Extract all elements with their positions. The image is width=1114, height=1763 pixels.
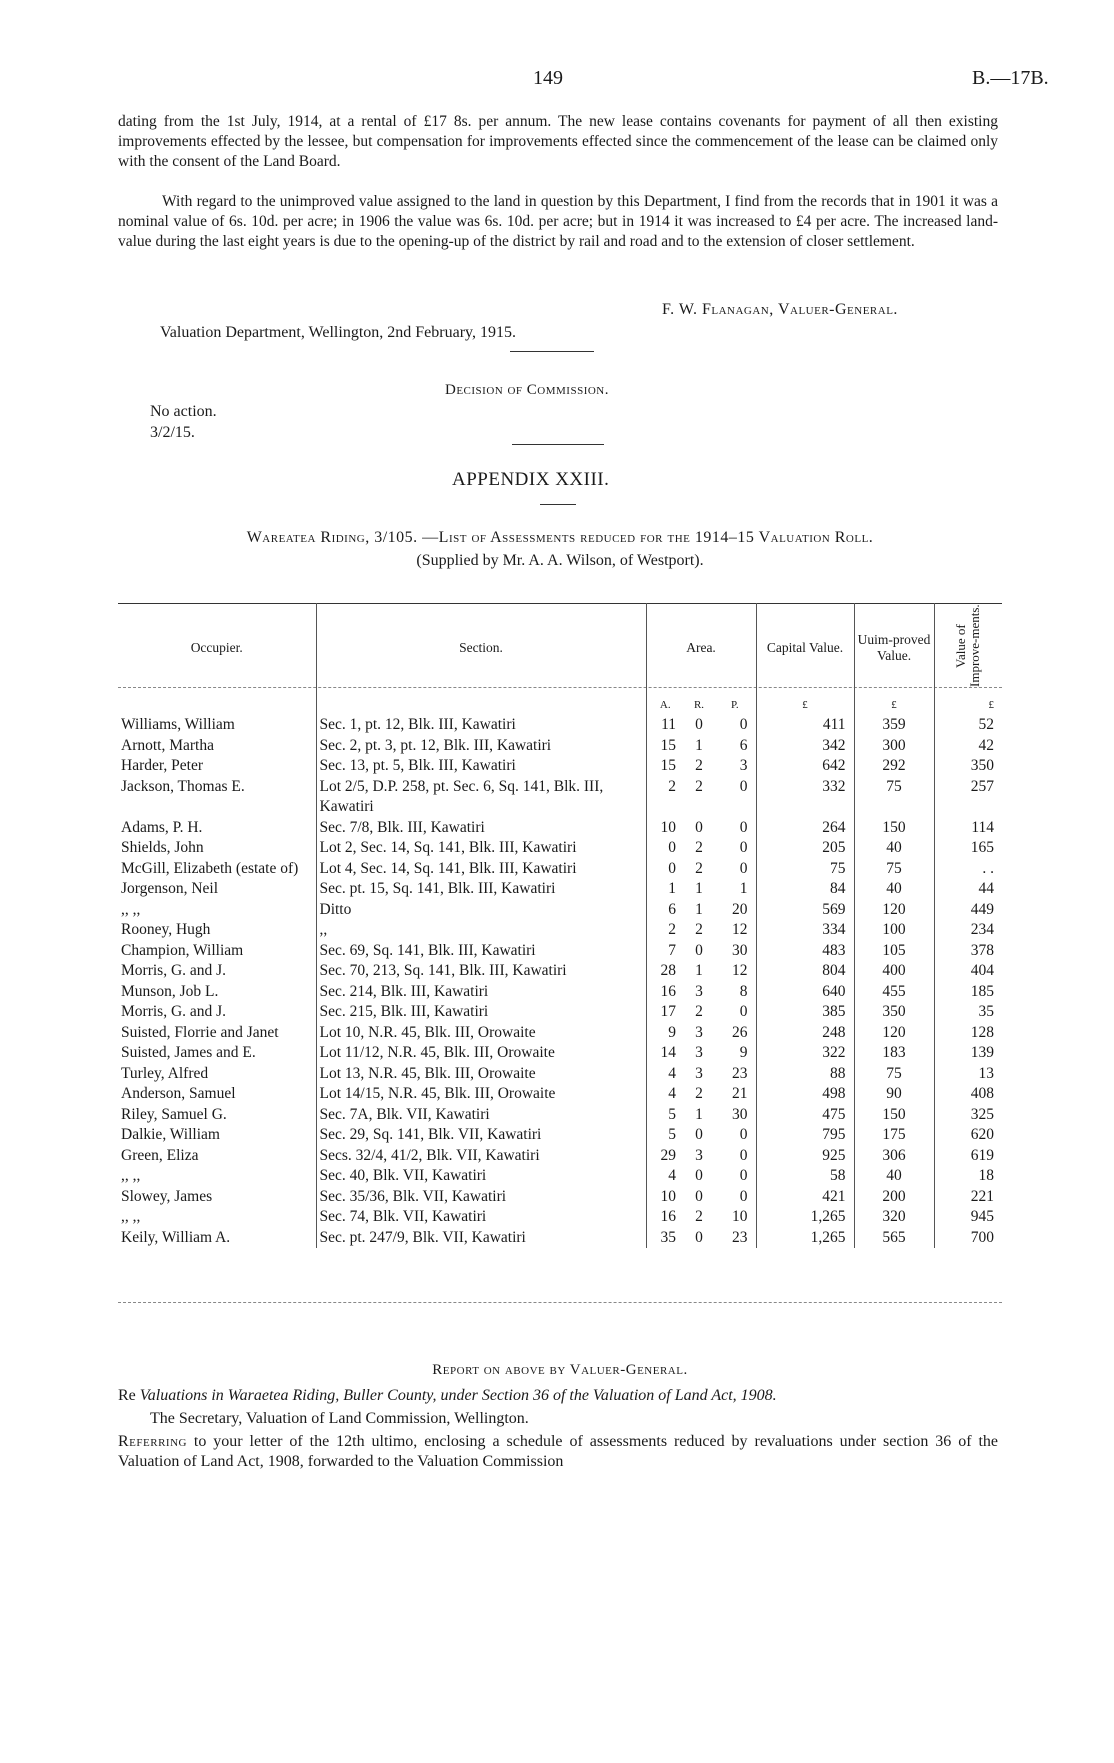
cell-section: Lot 2, Sec. 14, Sq. 141, Blk. III, Kawatiri: [316, 838, 646, 859]
cell-section: Sec. pt. 15, Sq. 141, Blk. III, Kawatiri: [316, 879, 646, 900]
cell-r: 2: [695, 859, 703, 877]
assessments-table: [118, 603, 1002, 1248]
cell-capital: 264: [756, 818, 854, 839]
cell-capital: 795: [756, 1125, 854, 1146]
cell-section: Lot 13, N.R. 45, Blk. III, Orowaite: [316, 1064, 646, 1085]
cell-capital: 58: [756, 1166, 854, 1187]
cell-unimproved: 292: [854, 756, 934, 777]
cell-p: 8: [739, 982, 748, 1000]
cell-section: Sec. 7/8, Blk. III, Kawatiri: [316, 818, 646, 839]
cell-section: Sec. 7A, Blk. VII, Kawatiri: [316, 1105, 646, 1126]
cell-capital: 804: [756, 961, 854, 982]
table-row: [118, 920, 1002, 941]
cell-occupier: Harder, Peter: [121, 757, 204, 774]
table-row: [118, 1105, 1002, 1126]
cell-occupier: Williams, William: [121, 716, 235, 733]
cell-improvements: 35: [934, 1002, 1002, 1023]
cell-unimproved: 40: [854, 879, 934, 900]
cell-r: 1: [695, 962, 703, 979]
cell-a: 35: [646, 1228, 684, 1249]
cell-capital: 248: [756, 1023, 854, 1044]
report-heading: Report on above by Valuer-General.: [432, 1362, 688, 1378]
cell-r: 0: [695, 1228, 703, 1246]
signature: F. W. Flanagan, Valuer-General.: [662, 301, 898, 318]
cell-p: 10: [732, 1208, 748, 1225]
cell-unimproved: 175: [854, 1125, 934, 1146]
cell-p: 0: [739, 1126, 748, 1143]
cell-unimproved: 150: [854, 818, 934, 839]
header-occupier: Occupier.: [190, 640, 243, 655]
cell-a: 4: [646, 1166, 684, 1187]
cell-section: Sec. 74, Blk. VII, Kawatiri: [316, 1207, 646, 1228]
cell-improvements: 185: [934, 982, 1002, 1003]
cell-occupier: Suisted, Florrie and Janet: [121, 1023, 279, 1041]
cell-a: 0: [646, 838, 684, 859]
table-row: [118, 1146, 1002, 1167]
decision-date: 3/2/15.: [150, 424, 195, 441]
header-area: Area.: [646, 603, 756, 693]
cell-occupier: Rooney, Hugh: [121, 921, 211, 938]
table-row: [118, 756, 1002, 777]
cell-capital: 385: [756, 1002, 854, 1023]
table-row: [118, 1125, 1002, 1146]
cell-p: 9: [739, 1044, 748, 1061]
cell-r: 3: [695, 1146, 703, 1164]
table-row: [118, 1166, 1002, 1187]
appendix-supplied: (Supplied by Mr. A. A. Wilson, of Westport).: [416, 552, 704, 569]
table-row: [118, 838, 1002, 859]
cell-unimproved: 100: [854, 920, 934, 941]
table-row: [118, 900, 1002, 921]
cell-unimproved: 40: [854, 1166, 934, 1187]
cell-a: 16: [646, 1207, 684, 1228]
cell-r: 3: [695, 1044, 703, 1061]
cell-section: Sec. 214, Blk. III, Kawatiri: [316, 982, 646, 1003]
cell-unimproved: 120: [854, 1023, 934, 1044]
header-improvements-label: Value of Improve-ments.: [953, 604, 983, 688]
cell-a: 29: [646, 1146, 684, 1167]
dateline: Valuation Department, Wellington, 2nd February, 1915.: [160, 324, 516, 341]
table-row: [118, 1023, 1002, 1044]
cell-r: 1: [695, 1105, 703, 1123]
header-section: Section.: [316, 603, 646, 693]
cell-occupier: Suisted, James and E.: [121, 1044, 256, 1061]
cell-unimproved: 455: [854, 982, 934, 1003]
report-body: [118, 1432, 998, 1472]
table-row: [118, 715, 1002, 736]
cell-occupier: Jorgenson, Neil: [121, 880, 219, 897]
cell-p: 30: [732, 941, 748, 959]
table-row: [118, 982, 1002, 1003]
cell-improvements: . .: [934, 859, 1002, 880]
decision-text: No action.: [150, 403, 217, 420]
cell-occupier: Anderson, Samuel: [121, 1085, 236, 1102]
cell-section: Sec. 13, pt. 5, Blk. III, Kawatiri: [316, 756, 646, 777]
cell-p: 0: [739, 777, 748, 795]
cell-capital: 332: [756, 777, 854, 818]
table-row: [118, 1207, 1002, 1228]
cell-section: Sec. 69, Sq. 141, Blk. III, Kawatiri: [316, 941, 646, 962]
cell-improvements: 408: [934, 1084, 1002, 1105]
cell-improvements: 449: [934, 900, 1002, 921]
cell-section: Sec. pt. 247/9, Blk. VII, Kawatiri: [316, 1228, 646, 1249]
page-number: 149: [533, 67, 563, 89]
cell-section: Sec. 1, pt. 12, Blk. III, Kawatiri: [316, 715, 646, 736]
cell-capital: 411: [756, 715, 854, 736]
cell-occupier: Munson, Job L.: [121, 982, 219, 1000]
cell-a: 15: [646, 736, 684, 757]
cell-unimproved: 183: [854, 1043, 934, 1064]
cell-capital: 642: [756, 756, 854, 777]
cell-capital: 640: [756, 982, 854, 1003]
cell-occupier: ,, ,,: [121, 1167, 141, 1184]
report-opening-word: Referring: [118, 1433, 187, 1450]
cell-occupier: Jackson, Thomas E.: [121, 777, 245, 795]
cell-a: 7: [646, 941, 684, 962]
cell-p: 0: [739, 859, 748, 877]
cell-a: 2: [646, 920, 684, 941]
table-header-row: [118, 603, 1002, 693]
cell-improvements: 404: [934, 961, 1002, 982]
cell-a: 5: [646, 1125, 684, 1146]
cell-section: Lot 11/12, N.R. 45, Blk. III, Orowaite: [316, 1043, 646, 1064]
cell-unimproved: 90: [854, 1084, 934, 1105]
cell-occupier: Slowey, James: [121, 1187, 213, 1205]
cell-capital: 334: [756, 920, 854, 941]
cell-p: 21: [732, 1085, 748, 1102]
cell-capital: 475: [756, 1105, 854, 1126]
cell-improvements: 257: [934, 777, 1002, 818]
report-re-label: Re: [118, 1387, 136, 1404]
document-reference: B.—17B.: [972, 67, 1049, 89]
units-row: [118, 693, 1002, 715]
cell-occupier: ,, ,,: [121, 900, 141, 918]
table-row: [118, 941, 1002, 962]
cell-p: 0: [739, 839, 748, 856]
cell-a: 1: [646, 879, 684, 900]
cell-improvements: 139: [934, 1043, 1002, 1064]
cell-r: 1: [695, 900, 703, 918]
cell-section: Sec. 29, Sq. 141, Blk. VII, Kawatiri: [316, 1125, 646, 1146]
cell-section: Sec. 215, Blk. III, Kawatiri: [316, 1002, 646, 1023]
cell-r: 2: [695, 839, 703, 856]
cell-a: 9: [646, 1023, 684, 1044]
decision-heading: Decision of Commission.: [445, 382, 609, 398]
cell-occupier: Shields, John: [121, 839, 204, 856]
table-body: [118, 693, 1002, 1248]
cell-improvements: 619: [934, 1146, 1002, 1167]
cell-p: 0: [739, 1167, 748, 1184]
cell-capital: 342: [756, 736, 854, 757]
cell-occupier: Morris, G. and J.: [121, 962, 227, 979]
cell-a: 28: [646, 961, 684, 982]
cell-occupier: Arnott, Martha: [121, 736, 214, 754]
appendix-title: APPENDIX XXIII.: [452, 469, 610, 490]
intro-paragraph-1: dating from the 1st July, 1914, at a rental of £17 8s. per annum. The new lease contains covenants for payment of all then existing improvements effected by the lessee, but compensation for improvements effected since the commencement of the lease can be claimed only with the consent of the Land Board.: [118, 113, 998, 170]
cell-a: 2: [646, 777, 684, 818]
divider: [512, 444, 604, 445]
cell-a: 4: [646, 1064, 684, 1085]
cell-r: 2: [695, 757, 703, 774]
cell-p: 23: [732, 1064, 748, 1082]
unit-perches: P.: [730, 698, 739, 711]
cell-r: 2: [695, 1208, 703, 1225]
cell-improvements: 13: [934, 1064, 1002, 1085]
cell-improvements: 42: [934, 736, 1002, 757]
cell-section: Sec. 35/36, Blk. VII, Kawatiri: [316, 1187, 646, 1208]
cell-capital: 1,265: [756, 1228, 854, 1249]
cell-improvements: 325: [934, 1105, 1002, 1126]
cell-improvements: 350: [934, 756, 1002, 777]
cell-improvements: 945: [934, 1207, 1002, 1228]
cell-p: 30: [732, 1105, 748, 1123]
table-row: [118, 818, 1002, 839]
cell-a: 5: [646, 1105, 684, 1126]
cell-unimproved: 359: [854, 715, 934, 736]
cell-p: 0: [739, 1146, 748, 1164]
cell-unimproved: 350: [854, 1002, 934, 1023]
cell-improvements: 234: [934, 920, 1002, 941]
cell-r: 0: [695, 941, 703, 959]
cell-occupier: Champion, William: [121, 941, 244, 959]
table-row: [118, 1228, 1002, 1249]
cell-occupier: Green, Eliza: [121, 1146, 199, 1164]
cell-improvements: 52: [934, 715, 1002, 736]
unit-acres: A.: [646, 693, 684, 715]
cell-p: 0: [739, 1003, 748, 1020]
cell-r: 2: [695, 921, 703, 938]
cell-p: 0: [739, 1187, 748, 1205]
cell-p: 12: [732, 962, 748, 979]
cell-section: Secs. 32/4, 41/2, Blk. VII, Kawatiri: [316, 1146, 646, 1167]
table-row: [118, 1084, 1002, 1105]
cell-a: 15: [646, 756, 684, 777]
table-row: [118, 1043, 1002, 1064]
cell-capital: 498: [756, 1084, 854, 1105]
cell-p: 26: [732, 1023, 748, 1041]
cell-section: Lot 4, Sec. 14, Sq. 141, Blk. III, Kawatiri: [316, 859, 646, 880]
header-improvements: [934, 603, 1002, 693]
cell-improvements: 620: [934, 1125, 1002, 1146]
cell-unimproved: 120: [854, 900, 934, 921]
cell-section: Sec. 2, pt. 3, pt. 12, Blk. III, Kawatiri: [316, 736, 646, 757]
cell-capital: 88: [756, 1064, 854, 1085]
unit-unimproved-pound: £: [854, 693, 934, 715]
table-row: [118, 859, 1002, 880]
cell-section: Sec. 40, Blk. VII, Kawatiri: [316, 1166, 646, 1187]
cell-unimproved: 565: [854, 1228, 934, 1249]
cell-r: 3: [695, 982, 703, 1000]
cell-improvements: 128: [934, 1023, 1002, 1044]
cell-unimproved: 200: [854, 1187, 934, 1208]
header-capital: Capital Value.: [756, 603, 854, 693]
report-re-text: Valuations in Waraetea Riding, Buller County, under Section 36 of the Valuation of Land Act, 1908.: [139, 1387, 777, 1404]
cell-a: 14: [646, 1043, 684, 1064]
cell-section: Lot 10, N.R. 45, Blk. III, Orowaite: [316, 1023, 646, 1044]
cell-improvements: 114: [934, 818, 1002, 839]
cell-occupier: McGill, Elizabeth (estate of): [121, 859, 299, 877]
cell-improvements: 44: [934, 879, 1002, 900]
report-addressee: The Secretary, Valuation of Land Commission, Wellington.: [150, 1410, 529, 1427]
unit-roods: R.: [693, 698, 705, 711]
cell-p: 6: [739, 736, 748, 754]
cell-a: 11: [646, 715, 684, 736]
cell-capital: 1,265: [756, 1207, 854, 1228]
cell-p: 1: [739, 880, 748, 897]
cell-capital: 925: [756, 1146, 854, 1167]
cell-improvements: 700: [934, 1228, 1002, 1249]
cell-unimproved: 320: [854, 1207, 934, 1228]
cell-p: 0: [739, 818, 748, 836]
table-row: [118, 736, 1002, 757]
cell-capital: 84: [756, 879, 854, 900]
unit-capital-pound: £: [756, 693, 854, 715]
table-row: [118, 1064, 1002, 1085]
cell-a: 0: [646, 859, 684, 880]
cell-r: 2: [695, 1003, 703, 1020]
cell-occupier: Dalkie, William: [121, 1126, 220, 1143]
cell-section: Sec. 70, 213, Sq. 141, Blk. III, Kawatiri: [316, 961, 646, 982]
cell-r: 1: [695, 736, 703, 754]
cell-a: 17: [646, 1002, 684, 1023]
cell-p: 20: [732, 900, 748, 918]
cell-r: 0: [695, 1187, 703, 1205]
cell-occupier: Keily, William A.: [121, 1228, 231, 1246]
report-body-text: to your letter of the 12th ultimo, enclosing a schedule of assessments reduced by revaluations under section 36 of the Valuation of Land Act, 1908, forwarded to the Valuation Commission: [118, 1433, 999, 1470]
cell-a: 6: [646, 900, 684, 921]
cell-r: 0: [695, 716, 703, 733]
cell-p: 23: [732, 1228, 748, 1246]
table-row: [118, 879, 1002, 900]
cell-p: 3: [739, 757, 748, 774]
appendix-subtitle: Wareatea Riding, 3/105. —List of Assessments reduced for the 1914–15 Valuation Roll.: [246, 529, 874, 546]
cell-r: 1: [695, 880, 703, 897]
cell-occupier: Morris, G. and J.: [121, 1003, 227, 1020]
cell-unimproved: 150: [854, 1105, 934, 1126]
cell-capital: 205: [756, 838, 854, 859]
table-row: [118, 777, 1002, 818]
cell-section: ,,: [316, 920, 646, 941]
cell-r: 2: [695, 777, 703, 795]
divider: [540, 504, 576, 505]
cell-occupier: Adams, P. H.: [121, 818, 203, 836]
cell-r: 0: [695, 818, 703, 836]
cell-section: Lot 2/5, D.P. 258, pt. Sec. 6, Sq. 141, Blk. III, Kawatiri: [316, 777, 646, 818]
divider: [510, 351, 594, 352]
cell-improvements: 18: [934, 1166, 1002, 1187]
cell-r: 0: [695, 1167, 703, 1184]
cell-a: 10: [646, 818, 684, 839]
cell-r: 2: [695, 1085, 703, 1102]
cell-unimproved: 40: [854, 838, 934, 859]
cell-capital: 75: [756, 859, 854, 880]
cell-unimproved: 75: [854, 777, 934, 818]
cell-r: 3: [695, 1064, 703, 1082]
unit-improvements-pound: £: [934, 693, 1002, 715]
cell-p: 12: [732, 921, 748, 938]
table-bottom-rule: [118, 1302, 1002, 1303]
intro-paragraph-2: With regard to the unimproved value assigned to the land in question by this Department, I find from the records that in 1901 it was a nominal value of 6s. 10d. per acre; in 1906 the value was 6s. 10d. per acre; but in 1914 it was increased to £4 per acre. The increased land-value during the last eight years is due to the opening-up of the district by rail and road and to the extension of closer settlement.: [118, 193, 998, 250]
cell-improvements: 378: [934, 941, 1002, 962]
cell-unimproved: 75: [854, 859, 934, 880]
cell-section: Ditto: [316, 900, 646, 921]
cell-capital: 322: [756, 1043, 854, 1064]
cell-occupier: Turley, Alfred: [121, 1064, 209, 1082]
cell-improvements: 221: [934, 1187, 1002, 1208]
cell-a: 16: [646, 982, 684, 1003]
cell-improvements: 165: [934, 838, 1002, 859]
cell-occupier: Riley, Samuel G.: [121, 1105, 227, 1123]
cell-capital: 483: [756, 941, 854, 962]
cell-section: Lot 14/15, N.R. 45, Blk. III, Orowaite: [316, 1084, 646, 1105]
cell-r: 0: [695, 1126, 703, 1143]
cell-p: 0: [739, 716, 748, 733]
cell-unimproved: 300: [854, 736, 934, 757]
cell-unimproved: 75: [854, 1064, 934, 1085]
table-row: [118, 1002, 1002, 1023]
table-row: [118, 1187, 1002, 1208]
cell-unimproved: 105: [854, 941, 934, 962]
table-row: [118, 961, 1002, 982]
cell-capital: 569: [756, 900, 854, 921]
report-subject: [118, 1386, 1002, 1406]
cell-unimproved: 306: [854, 1146, 934, 1167]
cell-occupier: ,, ,,: [121, 1208, 141, 1225]
cell-unimproved: 400: [854, 961, 934, 982]
cell-r: 3: [695, 1023, 703, 1041]
cell-a: 4: [646, 1084, 684, 1105]
header-unimproved: Uuim-proved Value.: [854, 603, 934, 693]
cell-a: 10: [646, 1187, 684, 1208]
cell-capital: 421: [756, 1187, 854, 1208]
